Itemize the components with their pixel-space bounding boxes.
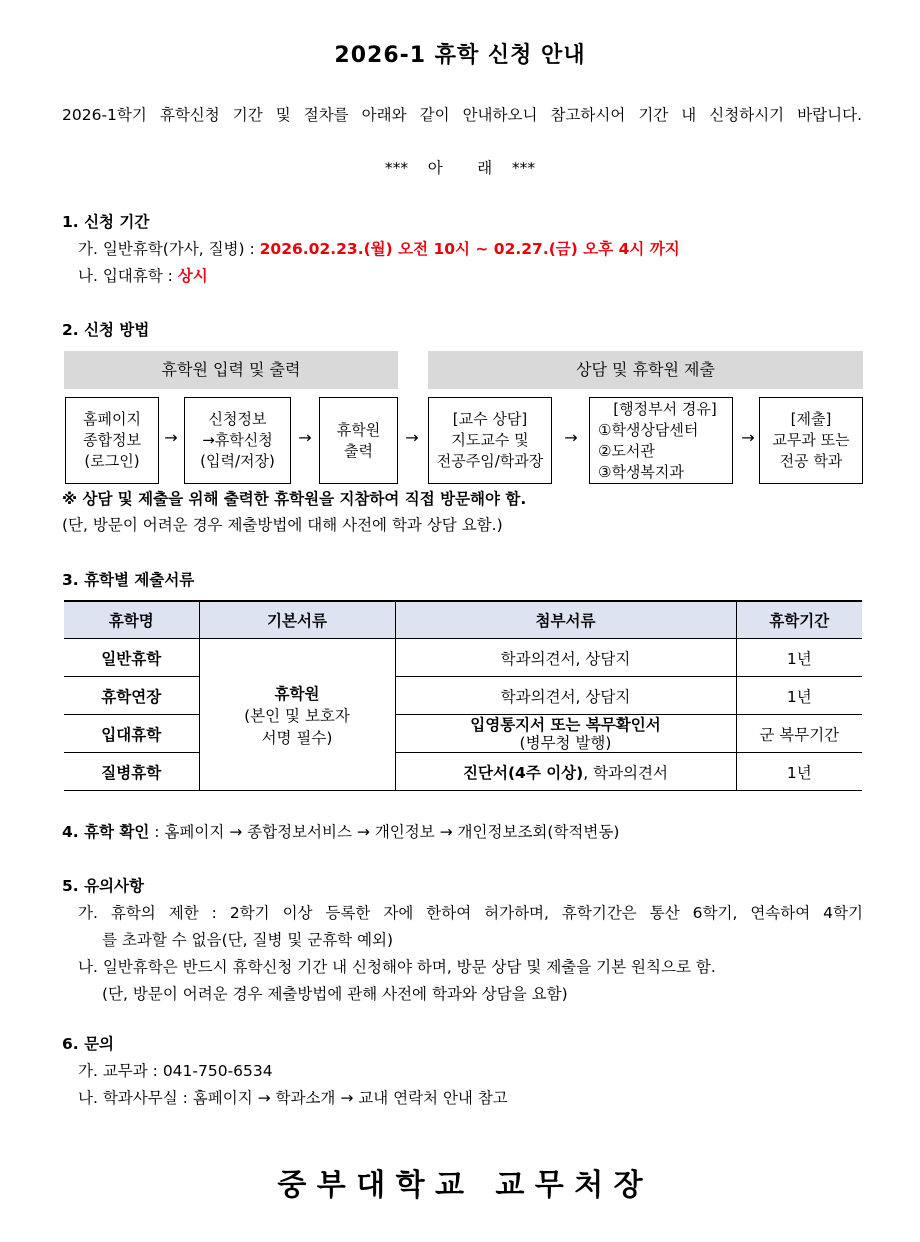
flow-step-text: ①학생상담센터	[598, 420, 699, 439]
flow-step-text: [제출]	[790, 410, 832, 428]
flow-step-professor	[428, 397, 552, 484]
flow-step-text: (입력/저장)	[200, 452, 275, 470]
flow-arrow: →	[564, 428, 578, 447]
table-row	[64, 639, 862, 677]
flow-step-text: 전공주임/학과장	[436, 452, 544, 470]
section1-item-a	[78, 237, 680, 259]
flow-step-submit	[759, 397, 863, 484]
flow-step-text: 홈페이지	[83, 410, 141, 428]
attached-documents: 학과의견서, 상담지	[395, 677, 736, 715]
table-header-row	[64, 601, 862, 639]
flow-step-text: 지도교수 및	[451, 431, 529, 449]
flow-bar-consult-submit: 상담 및 휴학원 제출	[428, 351, 863, 389]
table-header: 기본서류	[199, 601, 395, 639]
leave-type: 휴학연장	[64, 677, 199, 715]
intro-text: 2026-1학기 휴학신청 기간 및 절차를 아래와 같이 안내하오니 참고하시어 기간 내 신청하시기 바랍니다.	[62, 106, 862, 124]
section4-heading: 4. 휴학 확인	[62, 823, 150, 841]
flow-step-text: 전공 학과	[779, 452, 843, 470]
section5-heading: 5. 유의사항	[62, 877, 144, 895]
flow-step-text: 교무과 또는	[772, 431, 850, 449]
section1-item-b	[78, 264, 208, 286]
flow-step-text: (로그인)	[84, 452, 140, 470]
attached-documents: 학과의견서, 상담지	[395, 639, 736, 677]
section2-note-bold: ※ 상담 및 제출을 위해 출력한 휴학원을 지참하여 직접 방문해야 함.	[62, 490, 527, 508]
basic-document-note: (본인 및 보호자	[244, 706, 350, 725]
section5-item-a-line1: 가. 휴학의 제한 : 2학기 이상 등록한 자에 한하여 허가하며, 휴학기간은 통산 6학기, 연속하여 4학기	[78, 904, 863, 922]
section4	[62, 820, 619, 842]
flow-arrow: →	[405, 428, 419, 447]
flow-step-admin	[589, 397, 733, 484]
attached-documents-bold: 입영통지서 또는 복무확인서	[470, 715, 661, 734]
flow-step-apply	[184, 397, 291, 484]
section6-item-a: 가. 교무과 : 041-750-6534	[78, 1062, 273, 1080]
flow-step-text: [행정부서 경유]	[613, 399, 717, 418]
table-row	[64, 753, 862, 791]
flow-arrow: →	[164, 428, 178, 447]
documents-table	[64, 600, 862, 791]
flow-step-text: 종합정보	[83, 431, 141, 449]
section1-heading: 1. 신청 기간	[62, 213, 150, 231]
section5-item-a-line2: 를 초과할 수 없음(단, 질병 및 군휴학 예외)	[102, 931, 394, 949]
section5-item-b-line2: (단, 방문이 어려운 경우 제출방법에 관해 사전에 학과와 상담을 요함)	[102, 985, 568, 1003]
flow-step-text: 휴학원	[336, 420, 381, 439]
flow-step-text: [교수 상담]	[452, 410, 528, 428]
section2-note: (단, 방문이 어려운 경우 제출방법에 대해 사전에 학과 상담 요함.)	[62, 516, 503, 534]
section1-item-a-label: 가. 일반휴학(가사, 질병) :	[78, 240, 260, 258]
leave-type: 입대휴학	[64, 715, 199, 753]
leave-type: 일반휴학	[64, 639, 199, 677]
leave-period: 1년	[736, 753, 862, 791]
table-row	[64, 677, 862, 715]
flow-step-text: →휴학신청	[202, 431, 273, 449]
attached-documents-rest: , 학과의견서	[583, 763, 668, 782]
section6-heading: 6. 문의	[62, 1035, 115, 1053]
leave-period: 1년	[736, 677, 862, 715]
flow-arrow: →	[298, 428, 312, 447]
table-header: 휴학명	[64, 601, 199, 639]
flow-step-login	[65, 397, 159, 484]
attached-documents-bold: 진단서(4주 이상)	[463, 763, 584, 782]
section1-item-b-label: 나. 입대휴학 :	[78, 267, 178, 285]
basic-document-note: 서명 필수)	[261, 728, 333, 747]
flow-step-text: ③학생복지과	[598, 462, 684, 481]
section5-item-b-line1: 나. 일반휴학은 반드시 휴학신청 기간 내 신청해야 하며, 방문 상담 및 제출을 기본 원칙으로 함.	[78, 958, 716, 976]
table-header: 첨부서류	[395, 601, 736, 639]
section1-item-b-value: 상시	[177, 267, 208, 285]
flow-step-text: 신청정보	[208, 410, 267, 428]
basic-document-title: 휴학원	[274, 684, 320, 703]
arae-marker: *** 아 래 ***	[384, 159, 536, 177]
leave-period: 군 복무기간	[736, 715, 862, 753]
flow-step-text: 출력	[344, 441, 373, 460]
section3-heading: 3. 휴학별 제출서류	[62, 571, 195, 589]
leave-type: 질병휴학	[64, 753, 199, 791]
attached-documents	[395, 753, 736, 791]
attached-documents-sub: (병무청 발행)	[519, 733, 612, 752]
flow-bar-input-output: 휴학원 입력 및 출력	[64, 351, 398, 389]
issuer-signature: 중 부 대 학 교 교 무 처 장	[277, 1168, 643, 1203]
section1-item-a-value: 2026.02.23.(월) 오전 10시 ~ 02.27.(금) 오후 4시 까지	[259, 240, 680, 258]
flow-arrow: →	[741, 428, 755, 447]
section2-heading: 2. 신청 방법	[62, 321, 150, 339]
basic-document-cell	[199, 639, 395, 791]
table-row	[64, 715, 862, 753]
flow-step-print	[319, 397, 398, 484]
flow-step-text: ②도서관	[598, 441, 655, 460]
attached-documents	[395, 715, 736, 753]
section6-item-b: 나. 학과사무실 : 홈페이지 → 학과소개 → 교내 연락처 안내 참고	[78, 1089, 508, 1107]
section4-text: : 홈페이지 → 종합정보서비스 → 개인정보 → 개인정보조회(학적변동)	[149, 823, 620, 841]
page-title: 2026-1 휴학 신청 안내	[334, 43, 586, 68]
leave-period: 1년	[736, 639, 862, 677]
table-header: 휴학기간	[736, 601, 862, 639]
